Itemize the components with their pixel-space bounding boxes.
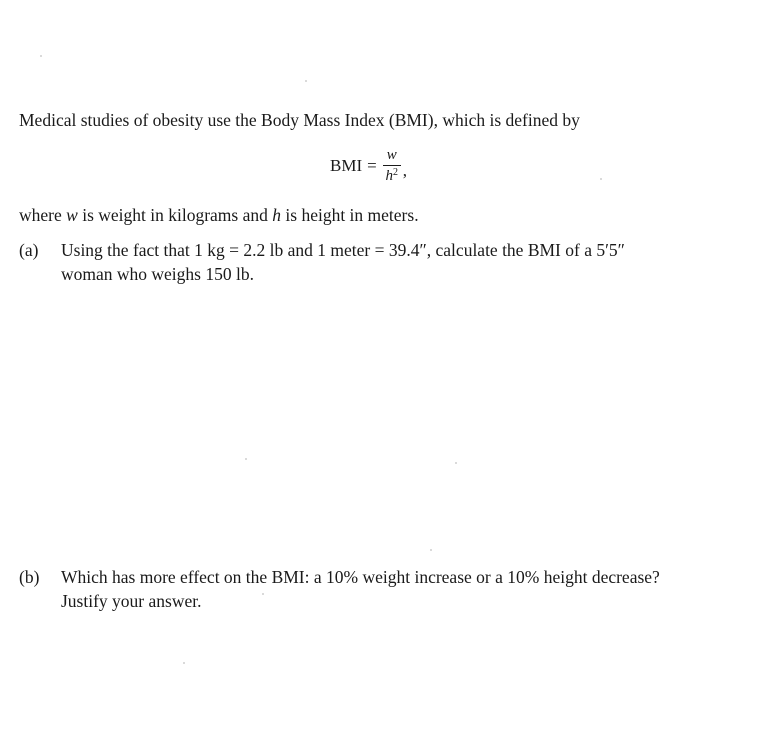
formula-denominator: h xyxy=(385,168,393,184)
definition-part3: is height in meters. xyxy=(281,205,419,225)
definition-var-w: w xyxy=(66,205,78,225)
definition-var-h: h xyxy=(272,205,282,225)
part-a-label: (a) xyxy=(19,240,39,260)
part-a-body xyxy=(61,238,625,286)
bmi-formula xyxy=(330,148,407,184)
formula-exponent: 2 xyxy=(392,167,398,178)
formula-fraction xyxy=(383,148,401,184)
variable-definition xyxy=(19,205,419,226)
part-a-line1: Using the fact that 1 kg = 2.2 lb and 1 meter = 39.4″, calculate the BMI of a 5′5″ xyxy=(61,240,625,260)
scan-speck xyxy=(600,178,602,180)
scan-speck xyxy=(40,55,42,57)
scan-speck xyxy=(305,80,307,82)
scan-speck xyxy=(183,662,185,664)
part-b-label: (b) xyxy=(19,567,40,587)
part-b-line2: Justify your answer. xyxy=(61,591,202,611)
formula-denominator-group xyxy=(385,166,398,184)
intro-text: Medical studies of obesity use the Body Mass Index (BMI), which is defined by xyxy=(19,110,580,130)
part-b-body xyxy=(61,565,660,613)
formula-lhs: BMI xyxy=(330,156,363,175)
scan-speck xyxy=(430,549,432,551)
part-b-line1: Which has more effect on the BMI: a 10% weight increase or a 10% height decrease? xyxy=(61,567,660,587)
part-a-line2: woman who weighs 150 lb. xyxy=(61,264,254,284)
formula-numerator: w xyxy=(386,147,397,163)
formula-equals: = xyxy=(367,156,377,175)
scan-speck xyxy=(262,593,264,595)
definition-part2: is weight in kilograms and xyxy=(77,205,273,225)
scan-speck xyxy=(455,462,457,464)
scan-speck xyxy=(245,458,247,460)
formula-comma: , xyxy=(402,161,407,180)
definition-part1: where xyxy=(19,205,67,225)
